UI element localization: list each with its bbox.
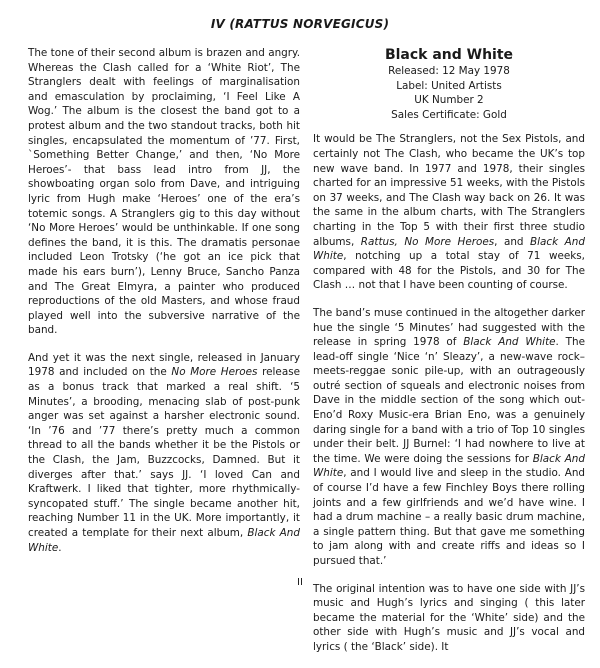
right-column <box>313 46 585 668</box>
left-column <box>28 46 300 568</box>
chapter-header: IV (RATTUS NORVEGICUS) <box>210 17 390 31</box>
album-title-italic: Rattus, No More Heroes <box>360 235 495 248</box>
album-title-italic: Black And White <box>313 452 585 480</box>
text-run: . The lead-off single ‘Nice ‘n’ Sleazy’, a new-wave rock–meets-reggae sonic pile-up, with an outrageously outré section of squeals and electronic noises from Dave in the middle section of the song which out-Eno’d Roxy Music-era Brian Eno, was a genuinely daring single for a band with a trio of Top 10 singles under their belt. JJ Burnel: ‘I had nowhere to live at the time. We were doing the sessions for <box>313 336 585 465</box>
album-title-italic: No More Heroes <box>171 366 258 379</box>
text-run: And yet it was the next single, released in January 1978 and included on the <box>28 351 300 379</box>
album-title-italic: Black And White <box>463 336 556 349</box>
text-run: It would be The Stranglers, not the Sex Pistols, and certainly not The Clash, who became the UK’s top new wave band. In 1977 and 1978, their singles charted for an impressive 51 weeks, with the Pistols on 37 weeks, and The Clash way back on 26. It was the same in the album charts, with The Stranglers charting in the Top 5 with their first three studio albums, <box>313 133 585 248</box>
album-release-date: Released: 12 May 1978 <box>388 65 510 77</box>
album-certificate: Sales Certificate: Gold <box>391 108 507 121</box>
text-run: , and <box>494 235 531 248</box>
paragraph <box>28 351 300 555</box>
text-run: , notching up a total stay of 71 weeks, compared with 48 for the Pistols, and 30 for The Clash … not that I have been counting of course. <box>313 250 585 292</box>
album-title: Black and White <box>384 47 514 63</box>
text-run: The band’s muse continued in the altogether darker hue the single ‘5 Minutes’ had suggested with the release in spring 1978 of <box>313 306 585 349</box>
text-run: release as a bonus track that marked a real shift. ‘5 Minutes’, a brooding, menacing slab of post-punk anger was set against a harsher electronic sound. ‘In ’76 and ’77 there’s pretty much a common thread to all the bands whether it be the Pistols or the Clash, the Jam, Buzzcocks, Damned. But it diverges after that.’ says JJ. ‘I loved Can and Kraftwerk. I liked that tighter, more rhythmically-syncopated stuff.’ The single became another hit, reaching Number 11 in the UK. More importantly, it created a template for their next album, <box>28 366 300 539</box>
page-number: II <box>297 577 303 588</box>
text-run: , and I would live and sleep in the studio. And of course I’d have a few Finchley Boys there rolling joints and a few girlfriends and we’d have wine. I had a drum machine – a really basic drum machine, a single pattern thing. But that gave me something to jam along with and create riffs and ideas so I pursued that.’ <box>313 467 585 567</box>
paragraph <box>313 132 585 293</box>
album-chart-position: UK Number 2 <box>414 94 484 107</box>
paragraph <box>313 306 585 569</box>
album-title-italic: Black And White <box>313 235 585 263</box>
text-run: . <box>58 541 62 554</box>
paragraph: The tone of their second album is brazen and angry. Whereas the Clash called for a ‘White Riot’, The Stranglers dealt with feelings of marginalisation and emasculation by proclaiming, ‘I Feel Like A Wog.’ The album is the closest the band got to a protest album and the two standout tracks, both hit singles, encapsulated the momentum of ’77. First, `Something Better Change,’ and then, ‘No More Heroes’- that bass lead intro from JJ, the showboating organ solo from Dave, and intriguing lyric from Hugh make ‘Heroes’ one of the era’s totemic songs. A Stranglers gig to this day without ‘No More Heroes’ would be unthinkable. If one song defines the band, it is this. The dramatis personae included Leon Trotsky (‘he got an ice pick that made his ears burn’), Lenny Bruce, Sancho Panza and The Great Elmyra, a painter who produced reproductions of the old Masters, and whose fraud played well into the subversive narrative of the band. <box>28 47 300 337</box>
paragraph: The original intention was to have one side with JJ’s music and Hugh’s lyrics and singing ( this later became the material for the ‘White’ side) and the other side with Hugh’s music and JJ’s vocal and lyrics ( the ‘Black’ side). It <box>313 582 585 653</box>
album-label: Label: United Artists <box>396 79 502 92</box>
album-title-italic: Black And White <box>28 527 300 554</box>
album-info-box <box>313 46 585 122</box>
